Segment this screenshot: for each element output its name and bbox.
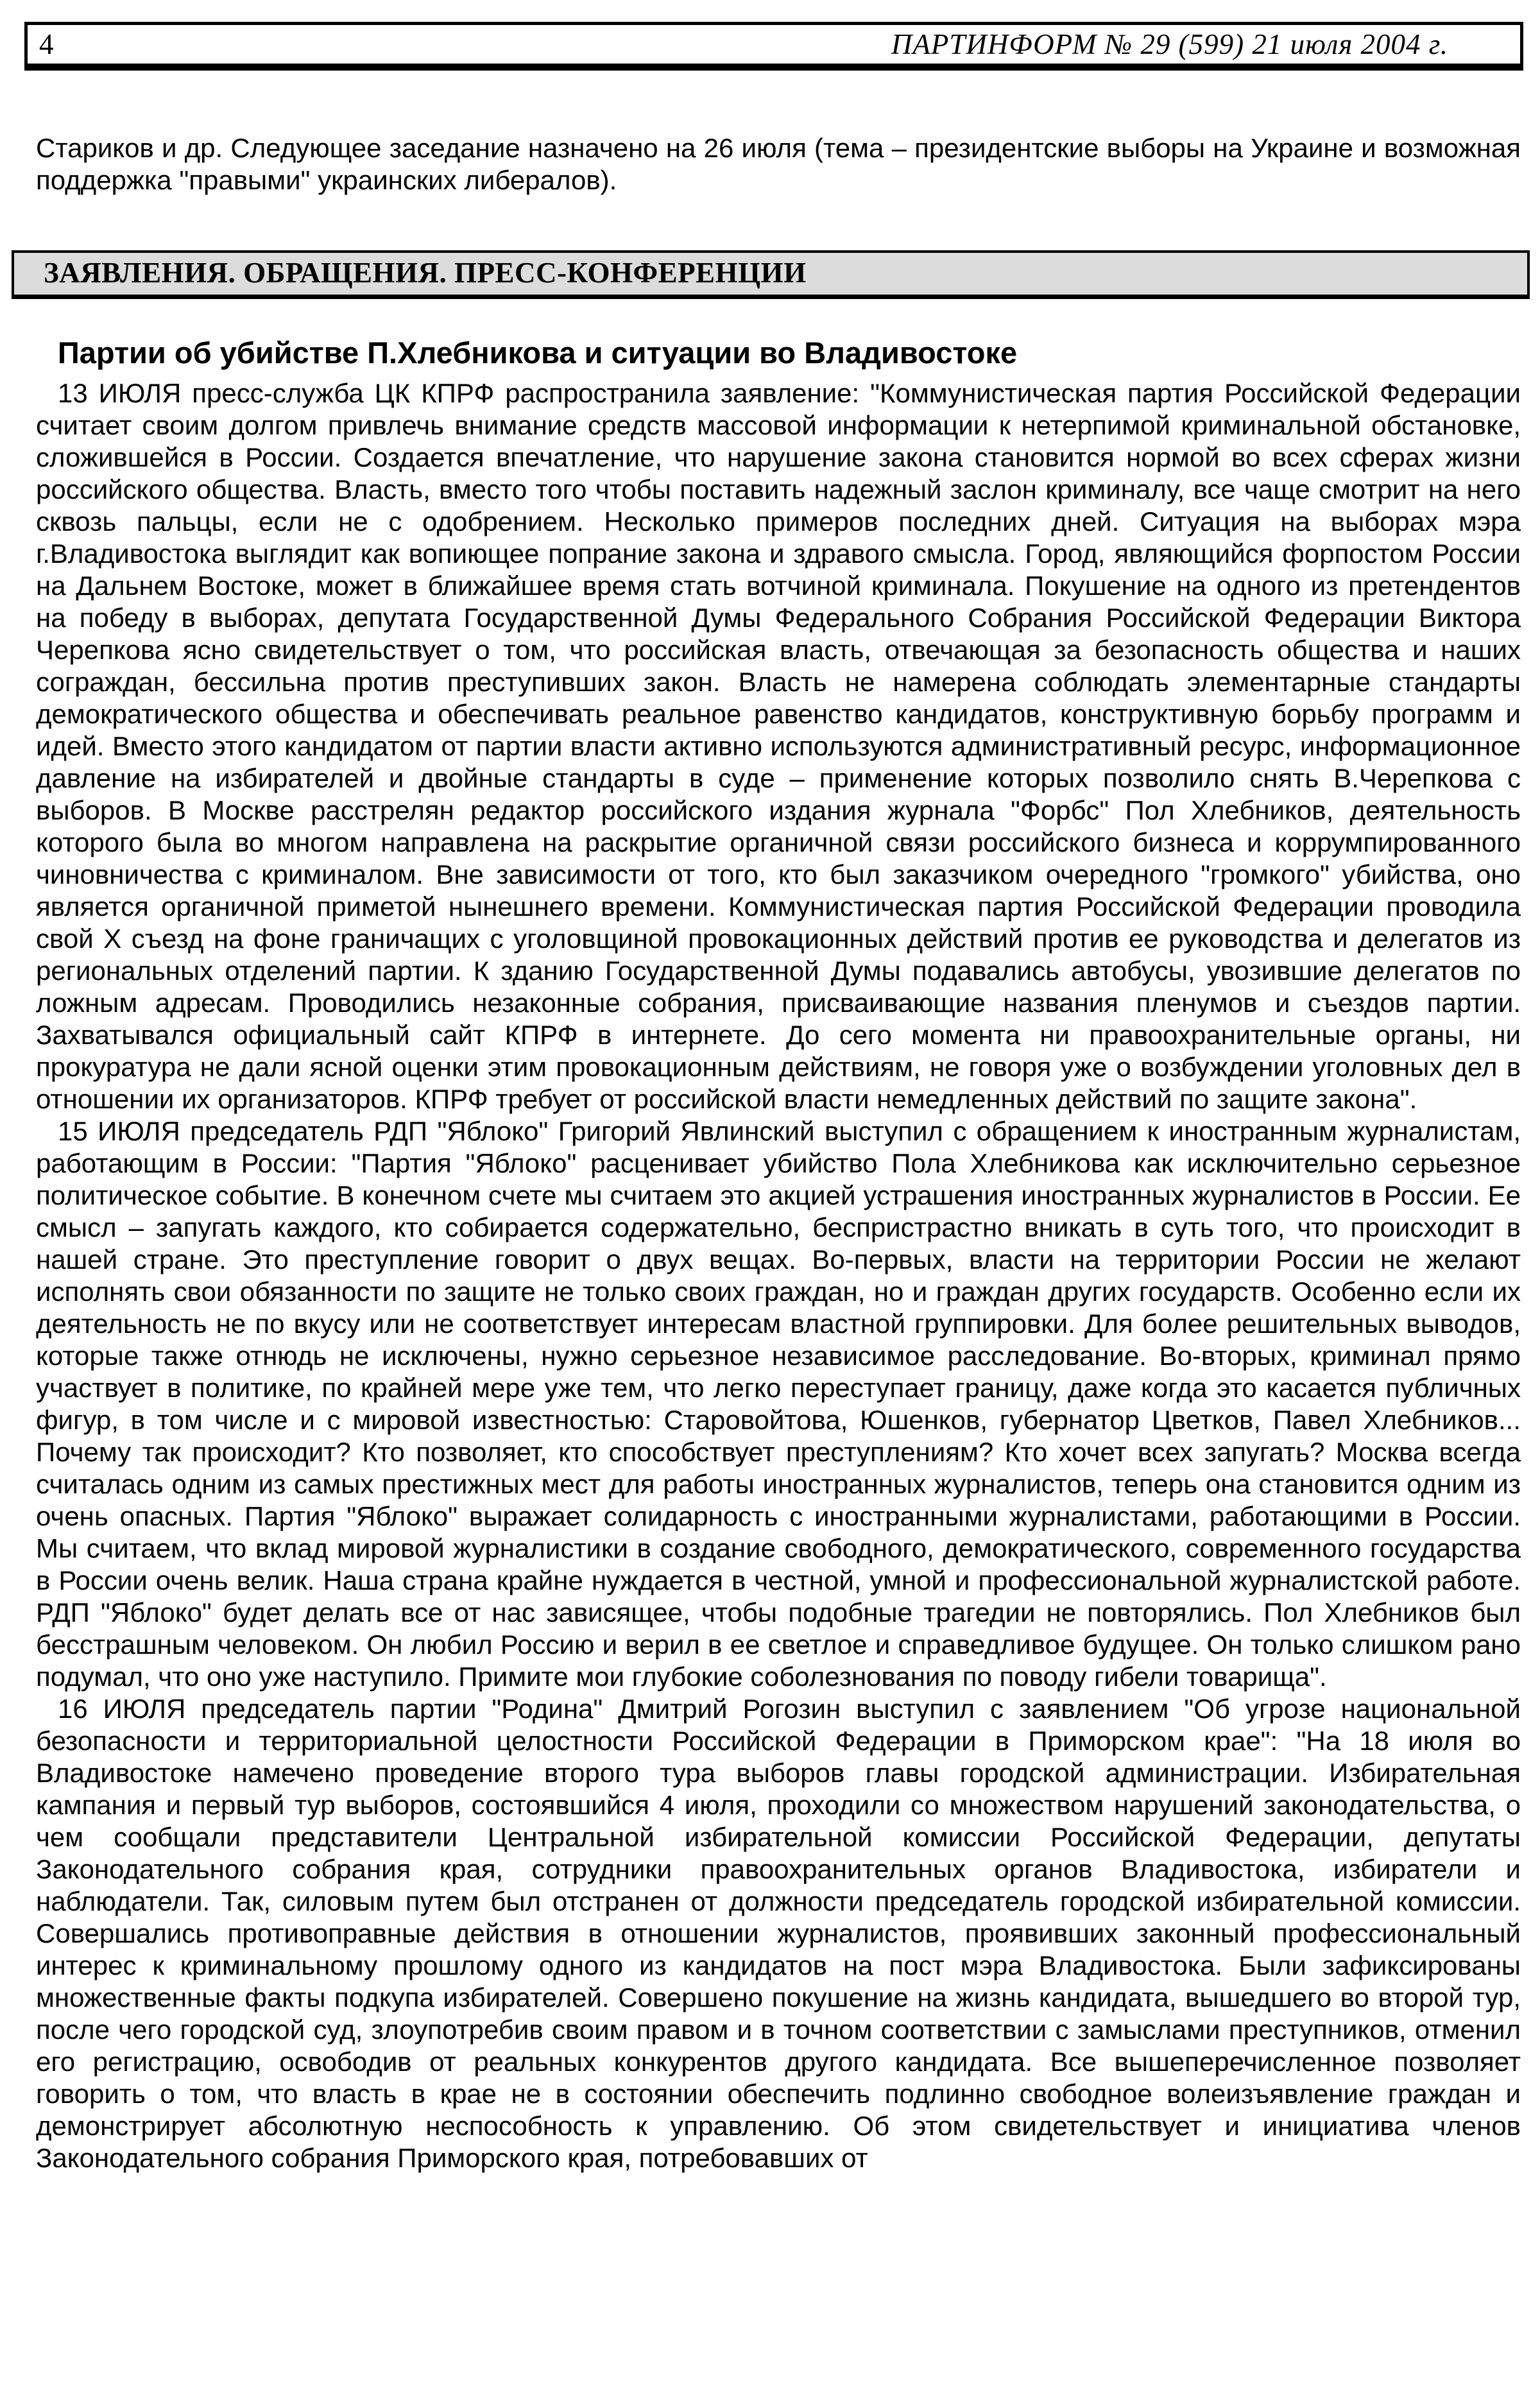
section-header-bar: ЗАЯВЛЕНИЯ. ОБРАЩЕНИЯ. ПРЕСС-КОНФЕРЕНЦИИ (12, 250, 1530, 299)
page-header (24, 22, 1523, 71)
issue-title: ПАРТИНФОРМ № 29 (599) 21 июля 2004 г. (891, 28, 1448, 60)
body-paragraph: 13 ИЮЛЯ пресс-служба ЦК КПРФ распространила заявление: "Коммунистическая партия Российской Федерации считает своим долгом привлечь внимание средств массовой информации к нетерпимой криминальной обстановке, сложившейся в России. Создается впечатление, что нарушение закона становится нормой во всех сферах жизни российского общества. Власть, вместо того чтобы поставить надежный заслон криминалу, все чаще смотрит на него сквозь пальцы, если не с одобрением. Несколько примеров последних дней. Ситуация на выборах мэра г.Владивостока выглядит как вопиющее попрание закона и здравого смысла. Город, являющийся форпостом России на Дальнем Востоке, может в ближайшее время стать вотчиной криминала. Покушение на одного из претендентов на победу в выборах, депутата Государственной Думы Федерального Собрания Российской Федерации Виктора Черепкова ясно свидетельствует о том, что российская власть, отвечающая за безопасность общества и наших сограждан, бессильна против преступивших закон. Власть не намерена соблюдать элементарные стандарты демократического общества и обеспечивать реальное равенство кандидатов, конструктивную борьбу программ и идей. Вместо этого кандидатом от партии власти активно используются административный ресурс, информационное давление на избирателей и двойные стандарты в суде – применение которых позволило снять В.Черепкова с выборов. В Москве расстрелян редактор российского издания журнала "Форбс" Пол Хлебников, деятельность которого была во многом направлена на раскрытие органичной связи российского бизнеса и коррумпированного чиновничества с криминалом. Вне зависимости от того, кто был заказчиком очередного "громкого" убийства, оно является органичной приметой нынешнего времени. Коммунистическая партия Российской Федерации проводила свой X съезд на фоне граничащих с уголовщиной провокационных действий против ее руководства и делегатов из региональных отделений партии. К зданию Государственной Думы подавались автобусы, увозившие делегатов по ложным адресам. Проводились незаконные собрания, присваивающие названия пленумов и съездов партии. Захватывался официальный сайт КПРФ в интернете. До сего момента ни правоохранительные органы, ни прокуратура не дали ясной оценки этим провокационным действиям, не говоря уже о возбуждении уголовных дел в отношении их организаторов. КПРФ требует от российской власти немедленных действий по защите закона". (36, 377, 1521, 1114)
body-paragraph: 15 ИЮЛЯ председатель РДП "Яблоко" Григорий Явлинский выступил с обращением к иностранным журналистам, работающим в России: "Партия "Яблоко" расценивает убийство Пола Хлебникова как исключительно серьезное политическое событие. В конечном счете мы считаем это акцией устрашения иностранных журналистов в России. Ее смысл – запугать каждого, кто собирается содержательно, беспристрастно вникать в суть того, что происходит в нашей стране. Это преступление говорит о двух вещах. Во-первых, власти на территории России не желают исполнять свои обязанности по защите не только своих граждан, но и граждан других государств. Особенно если их деятельность не по вкусу или не соответствует интересам властной группировки. Для более решительных выводов, которые также отнюдь не исключены, нужно серьезное независимое расследование. Во-вторых, криминал прямо участвует в политике, по крайней мере уже тем, что легко переступает границу, даже когда это касается публичных фигур, в том числе и с мировой известностью: Старовойтова, Юшенков, губернатор Цветков, Павел Хлебников... Почему так происходит? Кто позволяет, кто способствует преступлениям? Кто хочет всех запугать? Москва всегда считалась одним из самых престижных мест для работы иностранных журналистов, теперь она становится одним из очень опасных. Партия "Яблоко" выражает солидарность с иностранными журналистами, работающими в России. Мы считаем, что вклад мировой журналистики в создание свободного, демократического, современного государства в России очень велик. Наша страна крайне нуждается в честной, умной и профессиональной журналистской работе. РДП "Яблоко" будет делать все от нас зависящее, чтобы подобные трагедии не повторялись. Пол Хлебников был бесстрашным человеком. Он любил Россию и верил в ее светлое и справедливое будущее. Он только слишком рано подумал, что оно уже наступило. Примите мои глубокие соболезнования по поводу гибели товарища". (36, 1115, 1521, 1692)
article-title: Партии об убийстве П.Хлебникова и ситуации во Владивостоке (58, 336, 1018, 370)
article-body (0, 377, 1540, 2174)
page-number: 4 (39, 28, 54, 60)
body-paragraph: 16 ИЮЛЯ председатель партии "Родина" Дмитрий Рогозин выступил с заявлением "Об угрозе национальной безопасности и территориальной целостности Российской Федерации в Приморском крае": "На 18 июля во Владивостоке намечено проведение второго тура выборов главы городской администрации. Избирательная кампания и первый тур выборов, состоявшийся 4 июля, проходили со множеством нарушений законодательства, о чем сообщали представители Центральной избирательной комиссии Российской Федерации, депутаты Законодательного собрания края, сотрудники правоохранительных органов Владивостока, избиратели и наблюдатели. Так, силовым путем был отстранен от должности председатель городской избирательной комиссии. Совершались противоправные действия в отношении журналистов, проявивших законный профессиональный интерес к криминальному прошлому одного из кандидатов на пост мэра Владивостока. Были зафиксированы множественные факты подкупа избирателей. Совершено покушение на жизнь кандидата, вышедшего во второй тур, после чего городской суд, злоупотребив своим правом и в точном соответствии с замыслами преступников, отменил его регистрацию, освободив от реальных конкурентов другого кандидата. Все вышеперечисленное позволяет говорить о том, что власть в крае не в состоянии обеспечить подлинно свободное волеизъявление граждан и демонстрирует абсолютную неспособность к управлению. Об этом свидетельствует и инициатива членов Законодательного собрания Приморского края, потребовавших от (36, 1693, 1521, 2173)
document-page (0, 22, 1540, 2404)
carryover-paragraph: Стариков и др. Следующее заседание назначено на 26 июля (тема – президентские выборы на Украине и возможная поддержка "правыми" украинских либералов). (36, 133, 1521, 195)
